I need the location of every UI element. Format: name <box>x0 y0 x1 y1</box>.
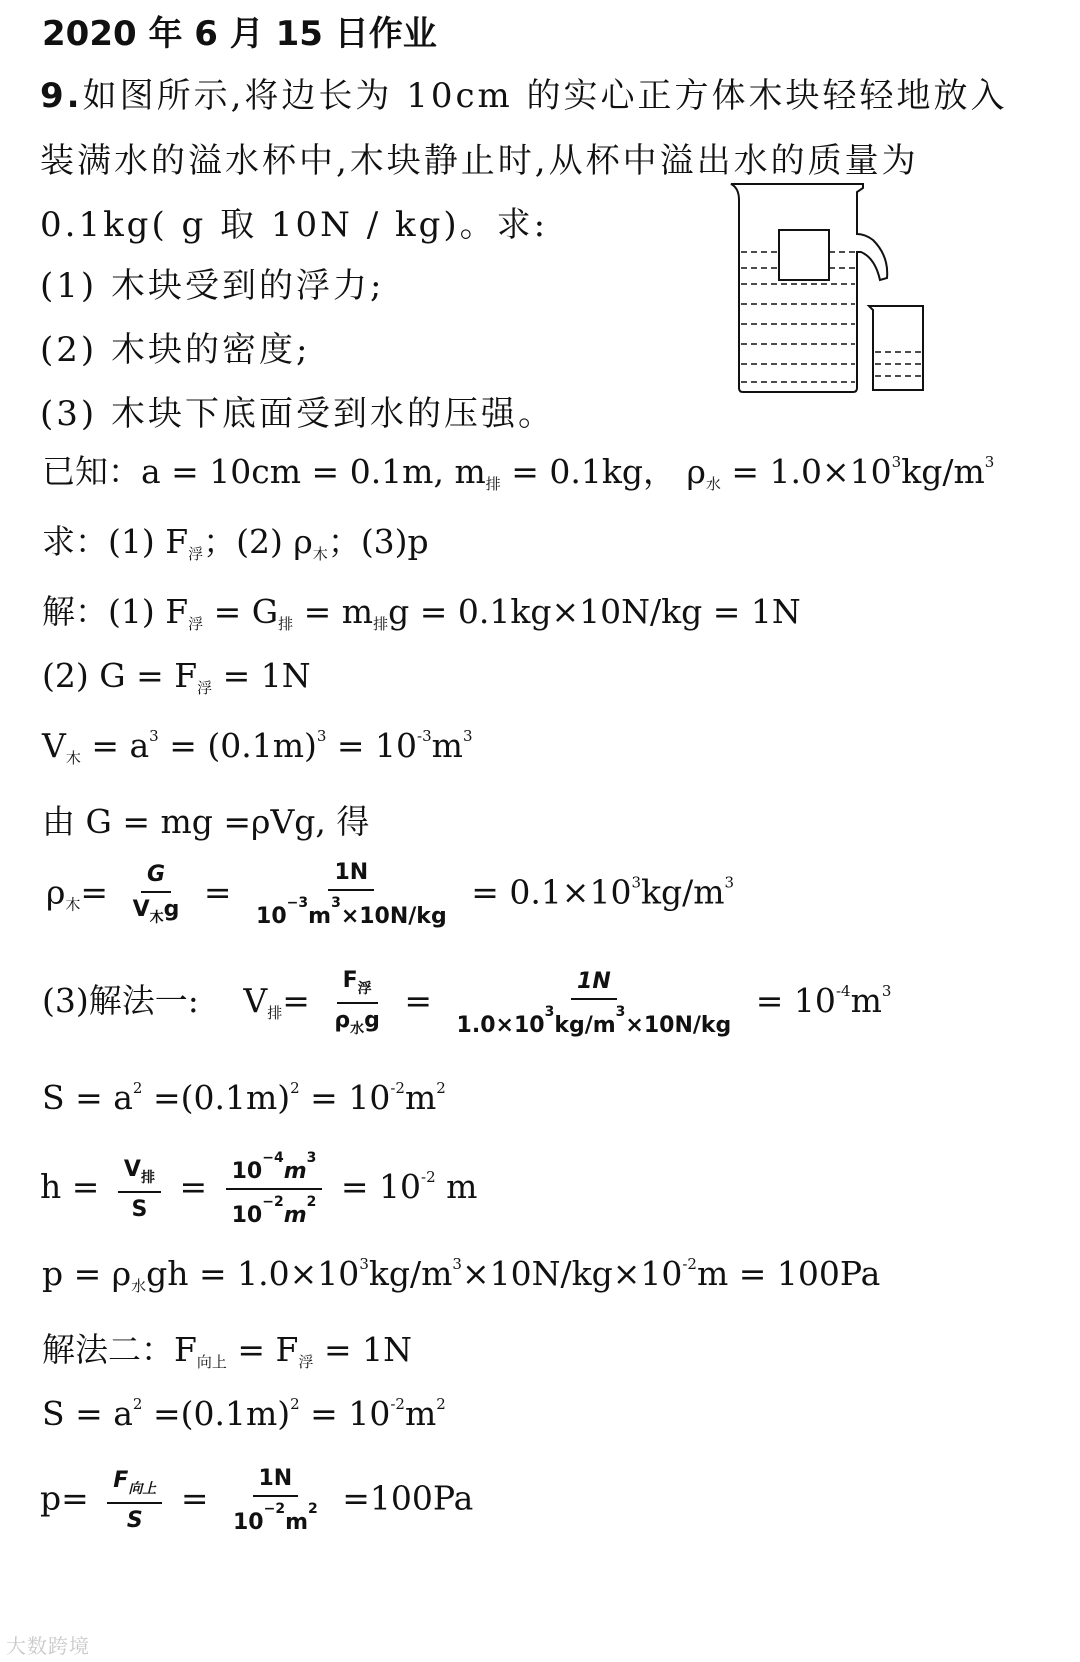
solution-3-area: $S = a^2 =(0.1m)^2 = 10^{-2}m^2$ <box>42 1078 446 1117</box>
fraction: $\frac{1N}{1.0\times 10^3kg/m^3\times 10N/kg}$ <box>456 968 732 1038</box>
fraction: $\frac{10^{-4}m^3}{10^{-2}m^2}$ <box>226 1150 323 1228</box>
solution-2-volume: $V_木 = a^3 = (0.1m)^3 = 10^{-3}m^3$ <box>42 726 473 767</box>
problem-line-3: 0.1kg( g 取 10N / kg)。求: <box>40 205 549 245</box>
solution-3-method-2-force: 解法二：$F_{向上} = F_浮 = 1N$ <box>42 1330 412 1371</box>
wood-block <box>779 230 829 280</box>
fraction: $\frac{F_浮}{\rho_水g}$ <box>334 968 380 1037</box>
ask-line: 求：(1) $F_浮$；(2) $\rho_木$；(3)p <box>42 522 429 563</box>
solution-3-pressure: $p = \rho_水gh = 1.0\times 10^3kg/m^3\times 10N/kg\times 10^{-2}m = 100Pa$ <box>42 1254 881 1295</box>
problem-number: 9. <box>40 76 83 116</box>
solution-3-depth: h = $\frac{V_排}{S}$ = $\frac{10^{-4}m^3}{10^{-2}m^2}$ = $10^{-2}$ m <box>40 1150 478 1228</box>
beaker <box>869 306 923 390</box>
solution-1: 解：(1) $F_浮 = G_排 = m_排g = 0.1kg\times 10N/kg = 1N$ <box>42 592 801 633</box>
page-title: 2020 年 6 月 15 日作业 <box>42 14 437 54</box>
fraction: $\frac{F_{向上}}{S}$ <box>107 1468 162 1533</box>
solution-2-density: $\rho_木=$ $\frac{G}{V_木g}$ = $\frac{1N}{10^{-3}m^3\times 10N/kg}$ = $0.1\times 10^3kg/m^3$ <box>46 860 735 929</box>
problem-line-1: 9.如图所示,将边长为 10cm 的实心正方体木块轻轻地放入 <box>40 76 1008 116</box>
fraction: $\frac{V_排}{S}$ <box>118 1157 161 1222</box>
question-3: (3) 木块下底面受到水的压强。 <box>40 394 555 434</box>
question-1: (1) 木块受到的浮力; <box>40 266 385 306</box>
fraction: $\frac{1N}{10^{-3}m^3\times 10N/kg}$ <box>256 860 447 929</box>
water-lines <box>741 252 921 382</box>
solution-2-gravity: (2) $G = F_浮 = 1N$ <box>42 656 311 697</box>
question-2: (2) 木块的密度; <box>40 330 311 370</box>
overflow-cup-diagram <box>725 178 940 400</box>
solution-2-formula: 由 G = mg =ρVg, 得 <box>42 802 370 841</box>
known-line: 已知：a = 10cm = 0.1m, $m_排 = 0.1kg$， $\rho_水 = 1.0\times 10^3kg/m^3$ <box>42 452 995 493</box>
fraction: $\frac{1N}{10^{-2}m^2}$ <box>232 1466 318 1535</box>
solution-3-method-2-pressure: p= $\frac{F_{向上}}{S}$ = $\frac{1N}{10^{-2}m^2}$ =100Pa <box>40 1466 474 1535</box>
solution-3-method-2-area: $S = a^2 =(0.1m)^2 = 10^{-2}m^2$ <box>42 1394 446 1433</box>
watermark: 大数跨境 <box>6 1634 90 1658</box>
fraction: $\frac{G}{V_木g}$ <box>132 862 180 926</box>
problem-line-2: 装满水的溢水杯中,木块静止时,从杯中溢出水的质量为 <box>40 141 919 181</box>
overflow-cup <box>731 184 887 392</box>
solution-3-method-1-volume: (3)解法一: $V_排=$ $\frac{F_浮}{\rho_水g}$ = $\frac{1N}{1.0\times 10^3kg/m^3\times 10N/kg}$ = $10^{-4}m^3$ <box>42 968 892 1038</box>
